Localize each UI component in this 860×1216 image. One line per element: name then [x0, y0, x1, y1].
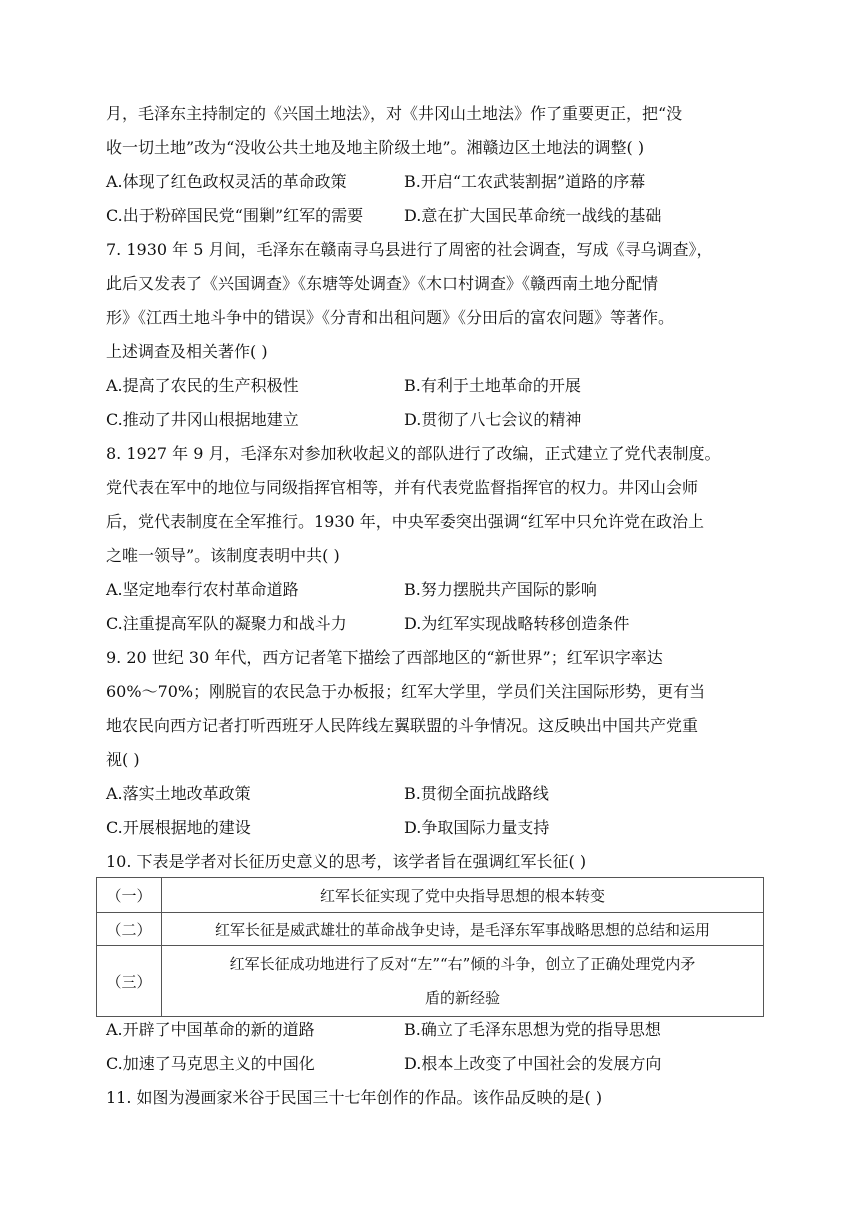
q6-option-b[interactable]: B.开启“工农武装割据”道路的序幕: [404, 172, 646, 191]
q6-text-line-2: 收一切土地”改为“没收公共土地及地主阶级土地”。湘赣边区土地法的调整( ): [106, 138, 645, 157]
q9-stem-line-4: 视( ): [106, 750, 140, 769]
q9-option-b[interactable]: B.贯彻全面抗战路线: [404, 784, 549, 803]
table-row-text: [162, 946, 764, 1017]
q7-option-d[interactable]: D.贯彻了八七会议的精神: [404, 410, 582, 429]
q10-option-d[interactable]: D.根本上改变了中国社会的发展方向: [404, 1054, 662, 1073]
q6-option-c[interactable]: C.出于粉碎国民党“围剿”红军的需要: [106, 206, 364, 225]
q7-stem-line-4: 上述调查及相关著作( ): [106, 342, 268, 361]
q9-stem-line-2: 60%～70%；刚脱盲的农民急于办板报；红军大学里，学员们关注国际形势，更有当: [106, 682, 706, 701]
q8-option-d[interactable]: D.为红军实现战略转移创造条件: [404, 614, 630, 633]
table-row: [97, 913, 764, 946]
q7-stem-line-1: 7. 1930 年 5 月间，毛泽东在赣南寻乌县进行了周密的社会调查，写成《寻乌调查》，: [106, 240, 713, 259]
q8-stem-line-4: 之唯一领导”。该制度表明中共( ): [106, 546, 340, 565]
q7-option-b[interactable]: B.有利于土地革命的开展: [404, 376, 581, 395]
q8-stem-line-2: 党代表在军中的地位与同级指挥官相等，并有代表党监督指挥官的权力。井冈山会师: [106, 478, 699, 497]
q10-stem: 10. 下表是学者对长征历史意义的思考，该学者旨在强调红军长征( ): [106, 852, 587, 871]
q6-text-line-1: 月，毛泽东主持制定的《兴国土地法》，对《井冈山土地法》作了重要更正，把“没: [106, 104, 683, 123]
q9-option-d[interactable]: D.争取国际力量支持: [404, 818, 550, 837]
q11-stem: 11. 如图为漫画家米谷于民国三十七年创作的作品。该作品反映的是( ): [106, 1088, 603, 1107]
q8-stem-line-1: 8. 1927 年 9 月，毛泽东对参加秋收起义的部队进行了改编，正式建立了党代表制度。: [106, 444, 721, 463]
q10-option-a[interactable]: A.开辟了中国革命的新的道路: [106, 1020, 315, 1039]
table-row-number: （三）: [97, 946, 162, 1017]
table-row-text: 红军长征是威武雄壮的革命战争史诗，是毛泽东军事战略思想的总结和运用: [162, 913, 764, 946]
q7-stem-line-3: 形》《江西土地斗争中的错误》《分青和出租问题》《分田后的富农问题》等著作。: [106, 308, 675, 327]
q6-option-d[interactable]: D.意在扩大国民革命统一战线的基础: [404, 206, 662, 225]
q9-option-a[interactable]: A.落实土地改革政策: [106, 784, 251, 803]
long-march-table: [96, 877, 764, 1017]
table-row-text: 红军长征实现了党中央指导思想的根本转变: [162, 878, 764, 913]
q7-option-c[interactable]: C.推动了井冈山根据地建立: [106, 410, 299, 429]
table-row-number: （一）: [97, 878, 162, 913]
q8-option-a[interactable]: A.坚定地奉行农村革命道路: [106, 580, 299, 599]
q7-stem-line-2: 此后又发表了《兴国调查》《东塘等处调查》《木口村调查》《赣西南土地分配情: [106, 274, 659, 293]
q9-stem-line-1: 9. 20 世纪 30 年代，西方记者笔下描绘了西部地区的“新世界”；红军识字率达: [106, 648, 663, 667]
table-row-number: （二）: [97, 913, 162, 946]
q8-option-c[interactable]: C.注重提高军队的凝聚力和战斗力: [106, 614, 347, 633]
table-row-text-line-1: 红军长征成功地进行了反对“左”“右”倾的斗争，创立了正确处理党内矛: [229, 955, 696, 973]
q10-option-b[interactable]: B.确立了毛泽东思想为党的指导思想: [404, 1020, 661, 1039]
q6-option-a[interactable]: A.体现了红色政权灵活的革命政策: [106, 172, 347, 191]
table-row: [97, 878, 764, 913]
table-row: [97, 946, 764, 1017]
q7-option-a[interactable]: A.提高了农民的生产积极性: [106, 376, 299, 395]
q9-option-c[interactable]: C.开展根据地的建设: [106, 818, 251, 837]
table-row-text-line-2: 盾的新经验: [424, 989, 500, 1007]
q8-stem-line-3: 后，党代表制度在全军推行。1930 年，中央军委突出强调“红军中只允许党在政治上: [106, 512, 704, 531]
q9-stem-line-3: 地农民向西方记者打听西班牙人民阵线左翼联盟的斗争情况。这反映出中国共产党重: [106, 716, 699, 735]
q10-option-c[interactable]: C.加速了马克思主义的中国化: [106, 1054, 315, 1073]
q8-option-b[interactable]: B.努力摆脱共产国际的影响: [404, 580, 597, 599]
